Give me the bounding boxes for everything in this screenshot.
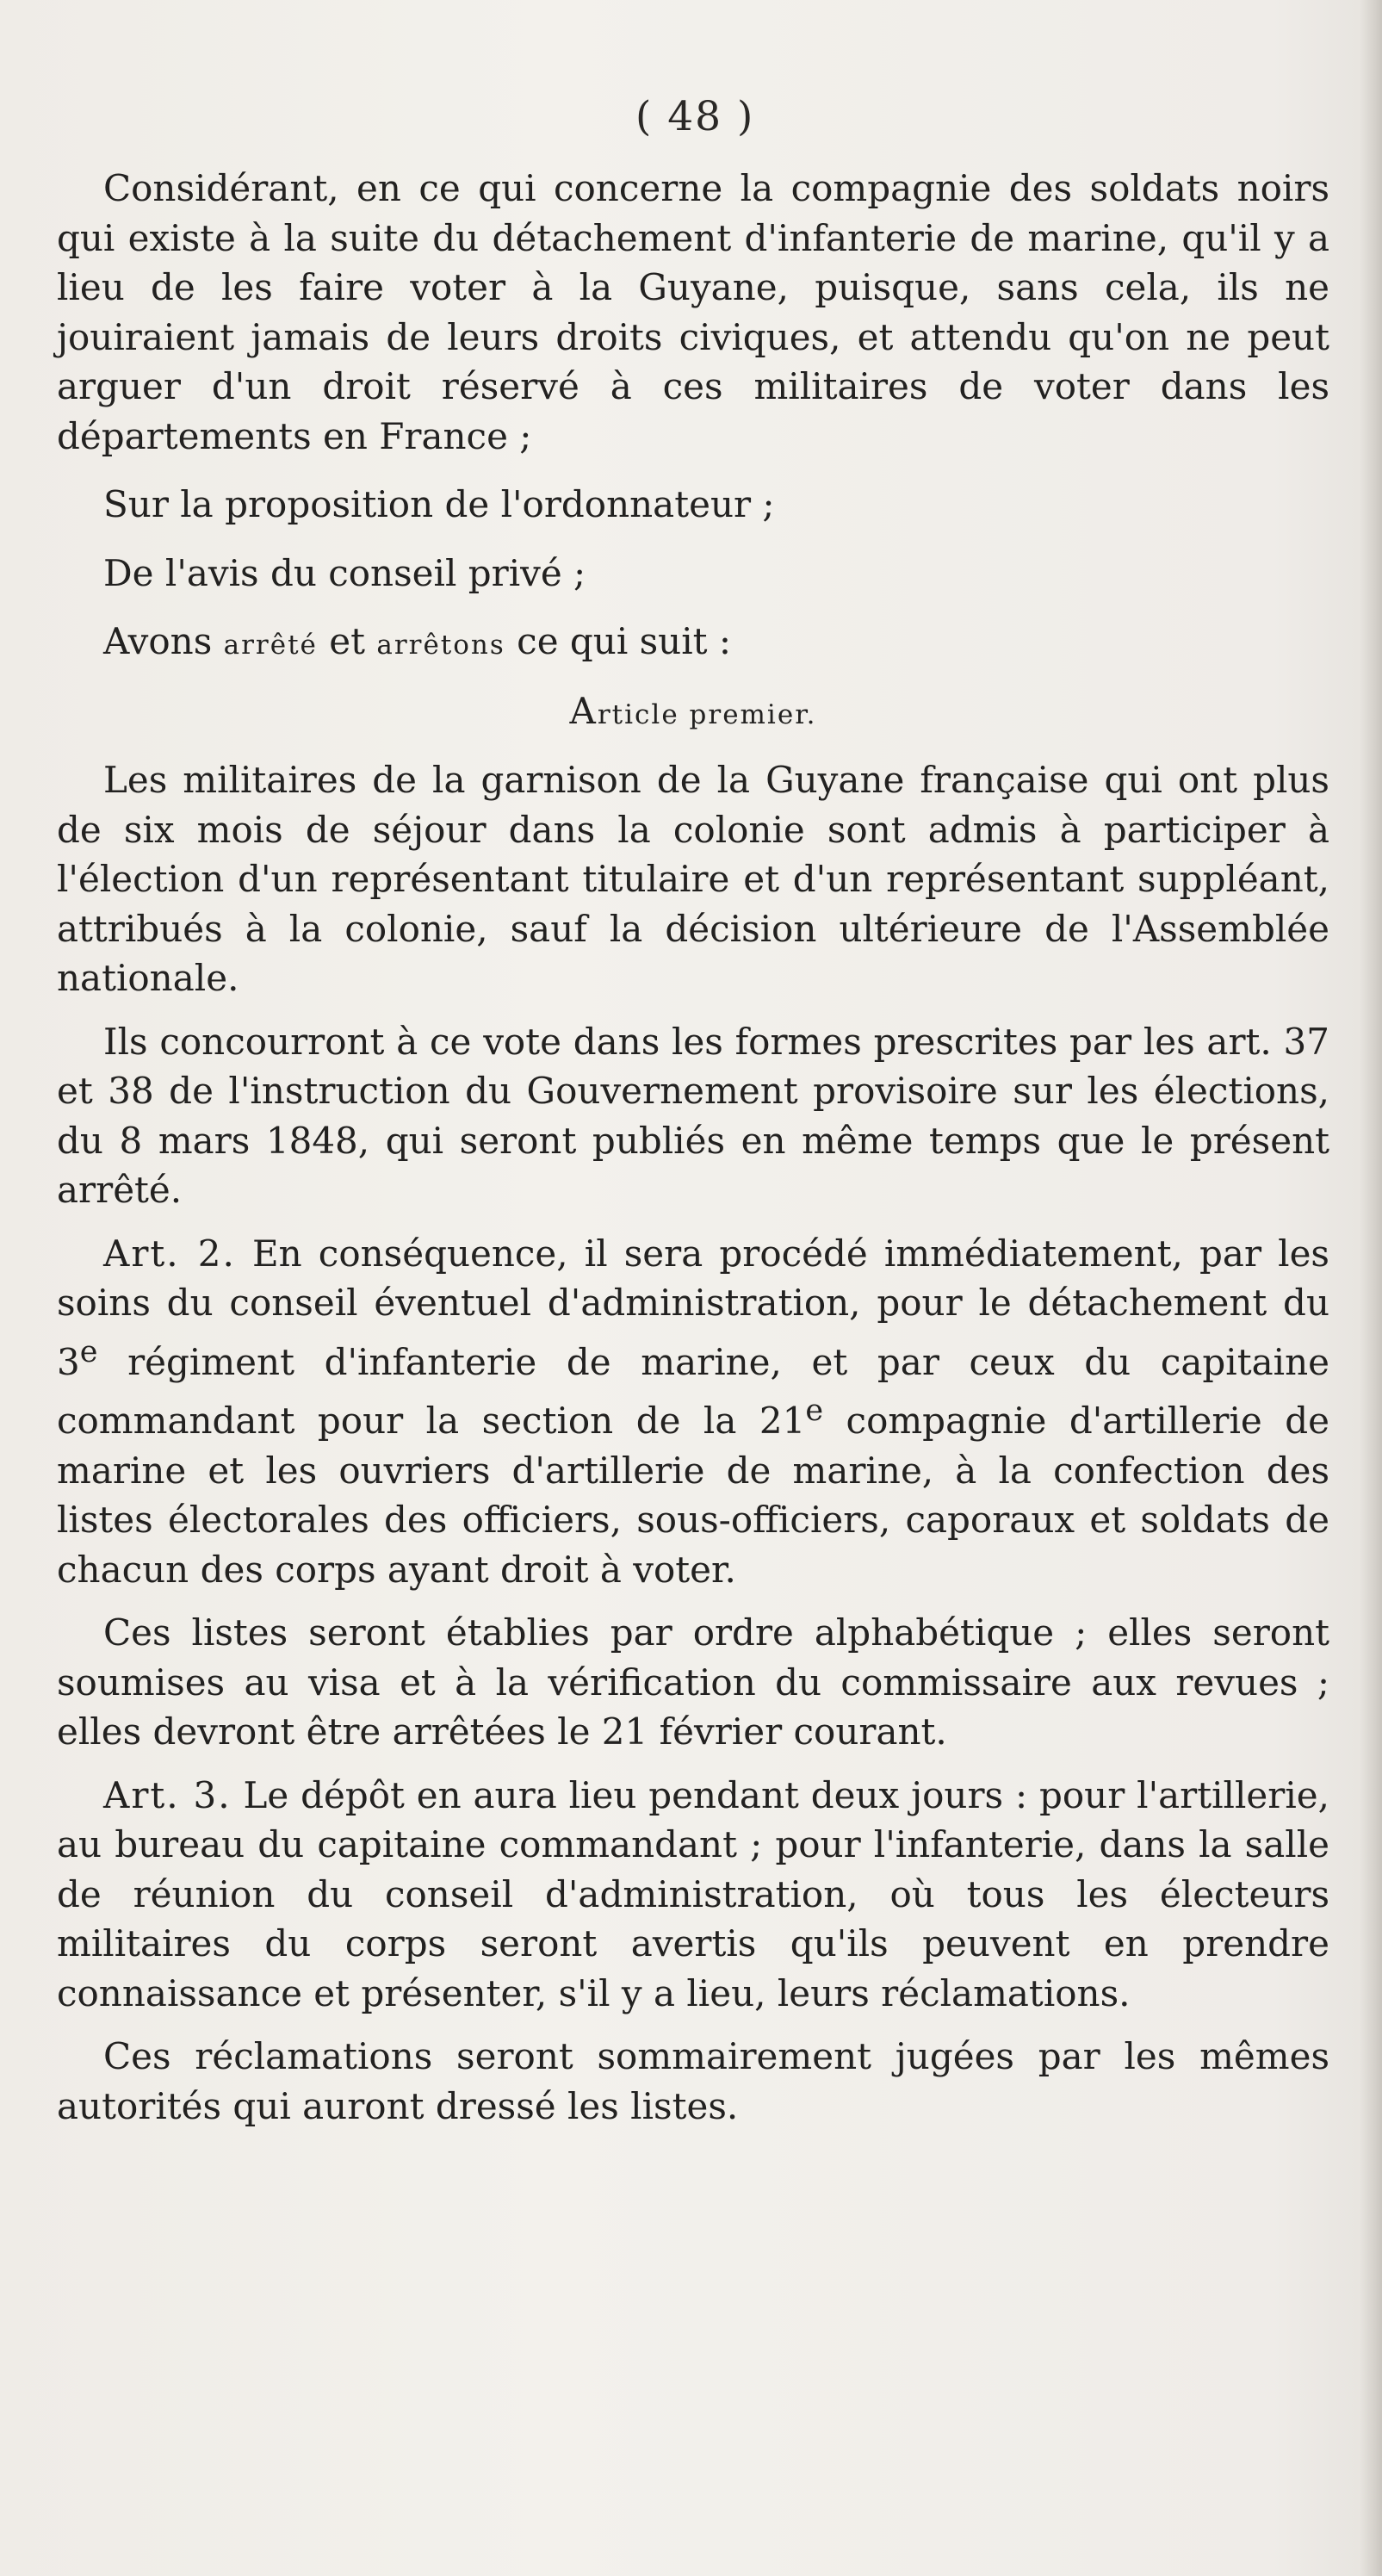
article-2-text-2: régiment d'infanterie de marine, et par ceux du capitaine commandant pour la section de la 21 bbox=[57, 1340, 1329, 1442]
article-3-text: Le dépôt en aura lieu pendant deux jours : pour l'artillerie, au bureau du capitaine commandant ; pour l'infanterie, dans la salle de réunion du conseil d'administration, où tous les électeurs militaires du corps seront avertis qu'ils peuvent en prendre connaissance et présenter, s'il y a lieu, leurs réclamations. bbox=[57, 1773, 1329, 2014]
article-3-paragraph bbox=[57, 1771, 1329, 2019]
page-edge-shadow bbox=[1360, 0, 1382, 2576]
arrete-rest: ce qui suit : bbox=[517, 620, 732, 662]
page-number: ( 48 ) bbox=[635, 93, 755, 140]
article-premier-rest: rticle premier. bbox=[597, 698, 817, 730]
article-premier-initial: A bbox=[569, 689, 598, 732]
arrete-word: arrêté bbox=[223, 630, 318, 661]
arrete-avons: Avons bbox=[103, 620, 213, 662]
arretons-word: arrêtons bbox=[376, 630, 505, 661]
article-3-paragraph-2: Ces réclamations seront sommairement jugées par les mêmes autorités qui auront dressé les listes. bbox=[57, 2035, 1329, 2127]
article-2-label: Art. 2. bbox=[103, 1232, 236, 1275]
article-2-paragraph-2: Ces listes seront établies par ordre alphabétique ; elles seront soumises au visa et à la vérification du commissaire aux revues ; elles devront être arrêtées le 21 février courant. bbox=[57, 1611, 1329, 1753]
arrete-paragraph bbox=[57, 617, 1329, 671]
considerant-paragraph: Considérant, en ce qui concerne la compagnie des soldats noirs qui existe à la suite du détachement d'infanterie de marine, qu'il y a lieu de les faire voter à la Guyane, puisque, sans cela, ils ne jouiraient jamais de leurs droits civiques, et attendu qu'on ne peut arguer d'un droit réservé à ces militaires de voter dans les départements en France ; bbox=[57, 167, 1329, 457]
avis-paragraph: De l'avis du conseil privé ; bbox=[103, 551, 586, 594]
article-2-sup-21e: e bbox=[805, 1394, 824, 1428]
article-2-sup-3e: e bbox=[79, 1334, 98, 1369]
proposition-paragraph: Sur la proposition de l'ordonnateur ; bbox=[103, 483, 775, 525]
article-premier-heading bbox=[57, 686, 1329, 741]
article-premier-paragraph-2: Ils concourront à ce vote dans les formes prescrites par les art. 37 et 38 de l'instruction du Gouvernement provisoire sur les élections, du 8 mars 1848, qui seront publiés en même temps que le présent arrêté. bbox=[57, 1020, 1329, 1211]
article-premier-paragraph-1: Les militaires de la garnison de la Guyane française qui ont plus de six mois de séjour dans la colonie sont admis à participer à l'élection d'un représentant titulaire et d'un représentant suppléant, attribués à la colonie, sauf la décision ultérieure de l'Assemblée nationale. bbox=[57, 759, 1329, 999]
article-2-paragraph bbox=[57, 1229, 1329, 1595]
document-body bbox=[57, 164, 1329, 2131]
article-2-text-1: En conséquence, il sera procédé immédiatement, par les soins du conseil éventuel d'administration, pour le détachement du 3 bbox=[57, 1232, 1329, 1383]
article-3-label: Art. 3. bbox=[103, 1773, 232, 1816]
article-2-text-3: compagnie d'artillerie de marine et les ouvriers d'artillerie de marine, à la confection des listes électorales des officiers, sous-officiers, caporaux et soldats de chacun des corps ayant droit à voter. bbox=[57, 1400, 1329, 1591]
arrete-et: et bbox=[329, 620, 365, 662]
